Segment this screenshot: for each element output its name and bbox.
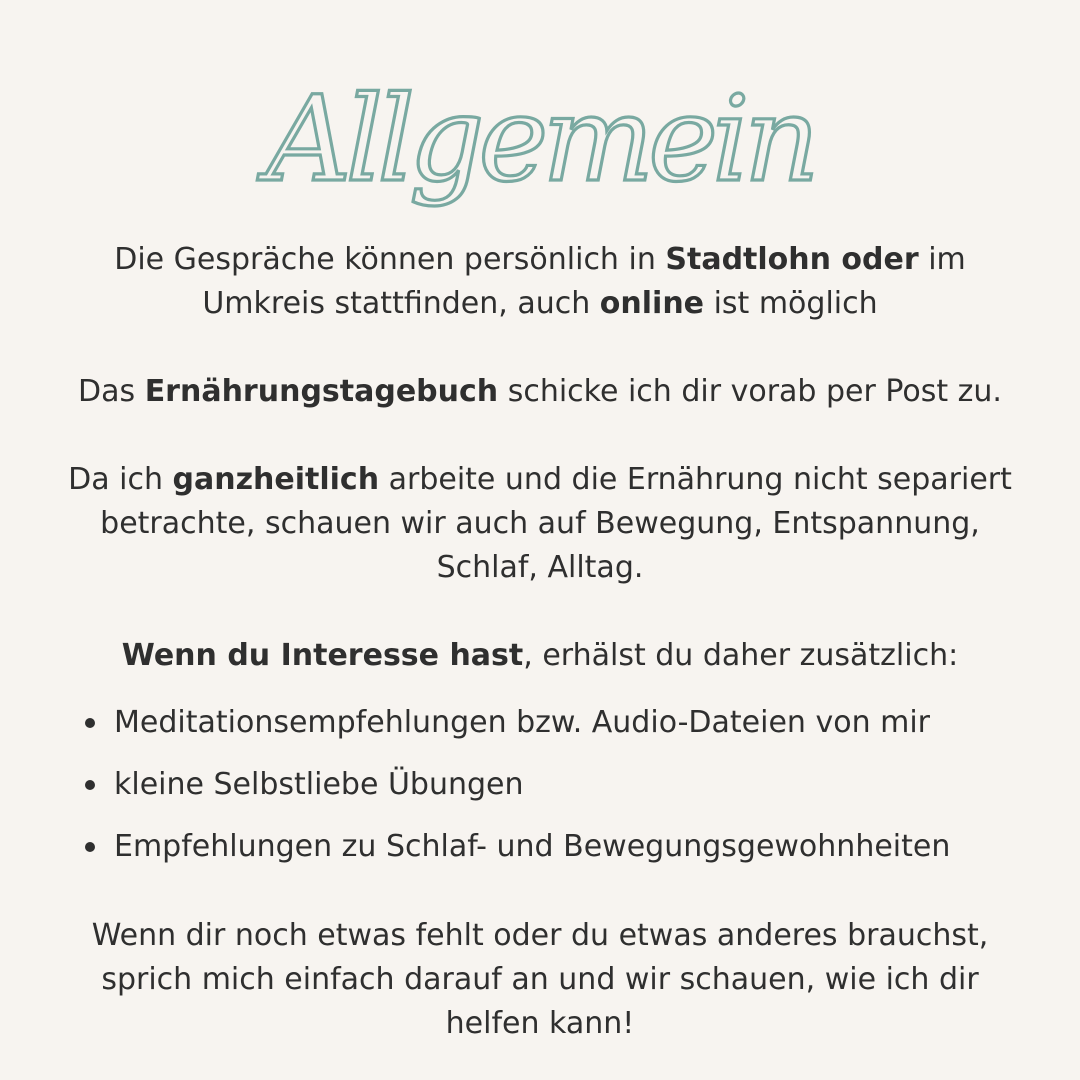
bullet-icon — [85, 718, 95, 728]
paragraph-text: Die Gespräche können persönlich in — [114, 242, 666, 277]
title-text: Allgemein — [266, 70, 814, 208]
bold-text: online — [599, 286, 705, 321]
paragraph-text: schicke ich dir vorab per Post zu. — [498, 374, 1002, 409]
paragraph-text: Schlaf, Alltag. — [436, 550, 644, 585]
list-item — [0, 816, 1080, 878]
paragraph-location — [0, 238, 1080, 326]
bold-text: Wenn du Interesse hast — [121, 638, 524, 673]
paragraph-text: Das — [78, 374, 145, 409]
page-title — [0, 58, 1080, 228]
paragraph-food-diary — [0, 370, 1080, 414]
title-script-graphic — [0, 58, 1080, 228]
bold-text: Stadtlohn oder — [665, 242, 919, 277]
paragraph-text: Umkreis stattfinden, auch — [202, 286, 600, 321]
paragraph-closing — [0, 914, 1080, 1046]
paragraph-text: helfen kann! — [445, 1006, 635, 1041]
paragraph-interest — [0, 634, 1080, 678]
paragraph-text: im — [918, 242, 966, 277]
list-item-text: Empfehlungen zu Schlaf- und Bewegungsgewohnheiten — [114, 829, 951, 864]
list-item-text: kleine Selbstliebe Übungen — [114, 767, 524, 802]
bullet-icon — [85, 780, 95, 790]
list-item — [0, 692, 1080, 754]
paragraph-text: ist möglich — [704, 286, 878, 321]
paragraph-text: Wenn dir noch etwas fehlt oder du etwas anderes brauchst, — [91, 918, 989, 953]
bullet-icon — [85, 842, 95, 852]
paragraph-text: , erhälst du daher zusätzlich: — [523, 638, 959, 673]
bold-text: ganzheitlich — [172, 462, 380, 497]
paragraph-text: arbeite und die Ernährung nicht separiert — [379, 462, 1012, 497]
bullet-list — [0, 692, 1080, 878]
bold-text: Ernährungstagebuch — [144, 374, 499, 409]
paragraph-holistic — [0, 458, 1080, 590]
paragraph-text: sprich mich einfach darauf an und wir schauen, wie ich dir — [101, 962, 979, 997]
main-content — [0, 238, 1080, 1046]
paragraph-text: betrachte, schauen wir auch auf Bewegung, Entspannung, — [100, 506, 980, 541]
list-item — [0, 754, 1080, 816]
paragraph-text: Da ich — [68, 462, 173, 497]
list-item-text: Meditationsempfehlungen bzw. Audio-Dateien von mir — [114, 705, 931, 740]
